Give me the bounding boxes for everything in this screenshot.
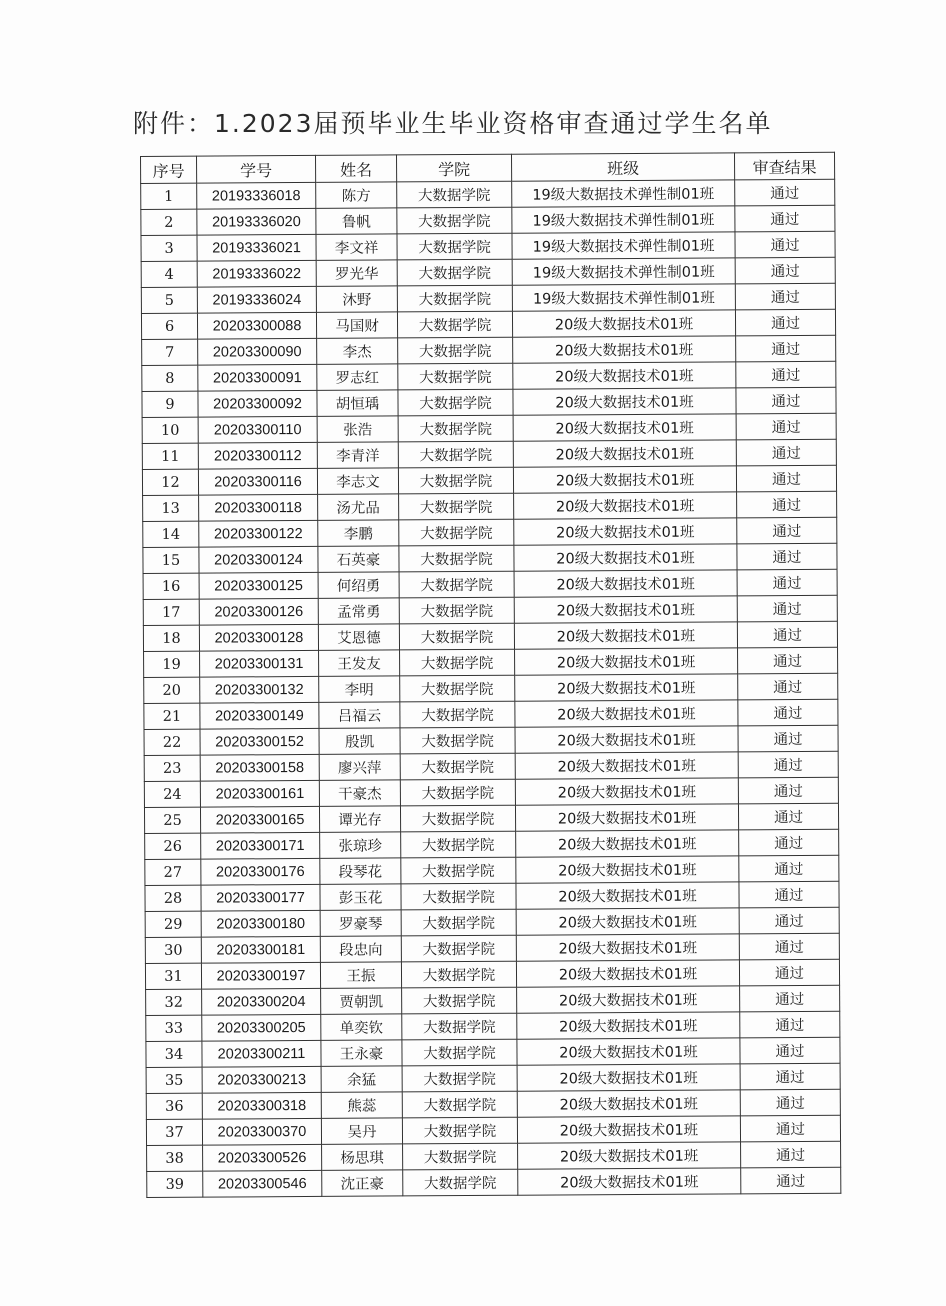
cell-name: 王永豪 — [321, 1040, 402, 1066]
cell-class: 20级大数据技术01班 — [517, 1064, 740, 1091]
cell-result: 通过 — [735, 231, 835, 258]
cell-student-id: 20193336018 — [197, 182, 316, 209]
cell-student-id: 20193336024 — [197, 286, 316, 313]
table-row — [147, 1167, 841, 1197]
cell-college: 大数据学院 — [400, 727, 515, 754]
header-result: 审查结果 — [734, 152, 834, 180]
cell-name: 沐野 — [316, 286, 397, 312]
cell-class: 20级大数据技术01班 — [516, 934, 739, 961]
cell-college: 大数据学院 — [401, 831, 516, 858]
cell-result: 通过 — [738, 803, 838, 830]
cell-result: 通过 — [740, 1063, 840, 1090]
cell-college: 大数据学院 — [401, 961, 516, 988]
cell-name: 李明 — [319, 676, 400, 702]
cell-class: 20级大数据技术01班 — [515, 778, 738, 805]
cell-class: 20级大数据技术01班 — [517, 1116, 740, 1143]
cell-serial: 16 — [143, 573, 199, 599]
cell-serial: 2 — [141, 209, 197, 235]
cell-name: 殷凯 — [319, 728, 400, 754]
cell-serial: 6 — [141, 313, 197, 339]
cell-student-id: 20203300211 — [202, 1040, 321, 1067]
cell-class: 20级大数据技术01班 — [515, 752, 738, 779]
cell-college: 大数据学院 — [399, 545, 514, 572]
cell-result: 通过 — [735, 205, 835, 232]
cell-class: 20级大数据技术01班 — [514, 570, 737, 597]
cell-serial: 5 — [141, 287, 197, 313]
cell-result: 通过 — [736, 413, 836, 440]
cell-serial: 1 — [141, 183, 197, 209]
cell-class: 20级大数据技术01班 — [514, 492, 737, 519]
cell-result: 通过 — [737, 621, 837, 648]
cell-serial: 3 — [141, 235, 197, 261]
cell-result: 通过 — [738, 699, 838, 726]
cell-class: 20级大数据技术01班 — [513, 440, 736, 467]
cell-name: 熊蕊 — [321, 1092, 402, 1118]
cell-serial: 13 — [143, 495, 199, 521]
cell-name: 艾恩德 — [318, 624, 399, 650]
cell-class: 19级大数据技术弹性制01班 — [512, 258, 735, 285]
cell-student-id: 20203300161 — [200, 780, 319, 807]
cell-name: 鲁帆 — [316, 208, 397, 234]
cell-name: 李鹏 — [318, 520, 399, 546]
cell-class: 20级大数据技术01班 — [515, 726, 738, 753]
cell-class: 20级大数据技术01班 — [513, 414, 736, 441]
cell-serial: 26 — [145, 833, 201, 859]
cell-name: 李杰 — [317, 338, 398, 364]
cell-result: 通过 — [735, 283, 835, 310]
cell-college: 大数据学院 — [398, 363, 513, 390]
cell-class: 19级大数据技术弹性制01班 — [512, 232, 735, 259]
cell-student-id: 20193336022 — [197, 260, 316, 287]
cell-serial: 25 — [144, 807, 200, 833]
cell-college: 大数据学院 — [401, 935, 516, 962]
cell-name: 马国财 — [316, 312, 397, 338]
cell-name: 段忠向 — [320, 936, 401, 962]
cell-name: 段琴花 — [320, 858, 401, 884]
cell-class: 20级大数据技术01班 — [515, 700, 738, 727]
table-body — [141, 179, 841, 1197]
cell-student-id: 20203300124 — [199, 546, 318, 573]
cell-class: 20级大数据技术01班 — [514, 544, 737, 571]
cell-college: 大数据学院 — [401, 857, 516, 884]
cell-result: 通过 — [738, 777, 838, 804]
table-header-row — [141, 152, 835, 183]
cell-serial: 33 — [146, 1015, 202, 1041]
cell-college: 大数据学院 — [401, 909, 516, 936]
cell-student-id: 20203300126 — [199, 598, 318, 625]
cell-name: 王发友 — [319, 650, 400, 676]
cell-student-id: 20203300128 — [199, 624, 318, 651]
header-college: 学院 — [396, 154, 511, 182]
cell-name: 王振 — [320, 962, 401, 988]
cell-name: 汤尤品 — [318, 494, 399, 520]
cell-class: 20级大数据技术01班 — [517, 1038, 740, 1065]
cell-student-id: 20203300090 — [198, 338, 317, 365]
cell-college: 大数据学院 — [400, 753, 515, 780]
cell-college: 大数据学院 — [397, 285, 512, 312]
cell-serial: 18 — [143, 625, 199, 651]
cell-class: 20级大数据技术01班 — [514, 596, 737, 623]
cell-class: 20级大数据技术01班 — [513, 362, 736, 389]
cell-college: 大数据学院 — [399, 571, 514, 598]
cell-college: 大数据学院 — [402, 987, 517, 1014]
cell-student-id: 20203300526 — [203, 1144, 322, 1171]
cell-student-id: 20203300122 — [199, 520, 318, 547]
cell-result: 通过 — [736, 361, 836, 388]
document-title: 附件：1.2023届预毕业生毕业资格审查通过学生名单 — [133, 109, 773, 138]
cell-college: 大数据学院 — [400, 649, 515, 676]
cell-college: 大数据学院 — [400, 779, 515, 806]
cell-student-id: 20203300091 — [198, 364, 317, 391]
cell-name: 廖兴萍 — [319, 754, 400, 780]
cell-result: 通过 — [739, 933, 839, 960]
cell-name: 陈方 — [316, 182, 397, 208]
cell-college: 大数据学院 — [399, 623, 514, 650]
cell-student-id: 20203300125 — [199, 572, 318, 599]
cell-class: 20级大数据技术01班 — [516, 908, 739, 935]
cell-student-id: 20203300118 — [199, 494, 318, 521]
cell-class: 20级大数据技术01班 — [516, 856, 739, 883]
cell-college: 大数据学院 — [402, 1091, 517, 1118]
cell-class: 20级大数据技术01班 — [515, 804, 738, 831]
cell-class: 20级大数据技术01班 — [516, 882, 739, 909]
cell-serial: 11 — [142, 443, 198, 469]
cell-class: 20级大数据技术01班 — [516, 830, 739, 857]
cell-result: 通过 — [740, 1011, 840, 1038]
cell-result: 通过 — [736, 387, 836, 414]
cell-college: 大数据学院 — [399, 519, 514, 546]
cell-serial: 14 — [143, 521, 199, 547]
cell-result: 通过 — [741, 1141, 841, 1168]
cell-serial: 20 — [144, 677, 200, 703]
cell-serial: 10 — [142, 417, 198, 443]
cell-result: 通过 — [739, 829, 839, 856]
cell-class: 20级大数据技术01班 — [518, 1142, 741, 1169]
header-name: 姓名 — [315, 155, 396, 182]
cell-student-id: 20203300158 — [200, 754, 319, 781]
cell-college: 大数据学院 — [403, 1169, 518, 1196]
cell-serial: 12 — [142, 469, 198, 495]
cell-college: 大数据学院 — [398, 467, 513, 494]
cell-result: 通过 — [738, 673, 838, 700]
cell-result: 通过 — [740, 1115, 840, 1142]
cell-result: 通过 — [739, 959, 839, 986]
cell-serial: 27 — [145, 859, 201, 885]
header-student-id: 学号 — [197, 155, 316, 183]
cell-student-id: 20203300149 — [200, 702, 319, 729]
cell-serial: 39 — [147, 1171, 203, 1197]
cell-serial: 37 — [146, 1119, 202, 1145]
cell-name: 吕福云 — [319, 702, 400, 728]
cell-serial: 22 — [144, 729, 200, 755]
cell-name: 余猛 — [321, 1066, 402, 1092]
cell-serial: 32 — [146, 989, 202, 1015]
header-serial: 序号 — [141, 156, 197, 183]
cell-serial: 38 — [147, 1145, 203, 1171]
cell-college: 大数据学院 — [399, 597, 514, 624]
cell-student-id: 20203300176 — [201, 858, 320, 885]
cell-college: 大数据学院 — [397, 181, 512, 208]
cell-class: 19级大数据技术弹性制01班 — [512, 180, 735, 207]
cell-college: 大数据学院 — [400, 701, 515, 728]
cell-result: 通过 — [736, 465, 836, 492]
cell-name: 孟常勇 — [318, 598, 399, 624]
cell-student-id: 20203300180 — [201, 910, 320, 937]
cell-college: 大数据学院 — [397, 311, 512, 338]
cell-name: 何绍勇 — [318, 572, 399, 598]
cell-serial: 36 — [146, 1093, 202, 1119]
cell-serial: 21 — [144, 703, 200, 729]
cell-name: 李青洋 — [317, 442, 398, 468]
cell-result: 通过 — [735, 179, 835, 206]
cell-serial: 8 — [142, 365, 198, 391]
cell-student-id: 20203300546 — [203, 1170, 322, 1197]
cell-result: 通过 — [739, 881, 839, 908]
cell-serial: 34 — [146, 1041, 202, 1067]
cell-name: 沈正豪 — [322, 1170, 403, 1196]
cell-student-id: 20203300177 — [201, 884, 320, 911]
cell-result: 通过 — [738, 751, 838, 778]
cell-name: 吴丹 — [321, 1118, 402, 1144]
cell-name: 石英豪 — [318, 546, 399, 572]
cell-serial: 24 — [144, 781, 200, 807]
cell-name: 杨思琪 — [322, 1144, 403, 1170]
cell-class: 20级大数据技术01班 — [517, 1090, 740, 1117]
cell-result: 通过 — [737, 543, 837, 570]
graduate-list-table — [140, 152, 841, 1198]
cell-result: 通过 — [738, 725, 838, 752]
cell-name: 单奕钦 — [321, 1014, 402, 1040]
cell-college: 大数据学院 — [402, 1065, 517, 1092]
cell-class: 20级大数据技术01班 — [512, 310, 735, 337]
cell-name: 罗志红 — [317, 364, 398, 390]
cell-class: 20级大数据技术01班 — [513, 336, 736, 363]
cell-result: 通过 — [741, 1167, 841, 1194]
cell-student-id: 20193336020 — [197, 208, 316, 235]
cell-class: 20级大数据技术01班 — [513, 466, 736, 493]
cell-student-id: 20203300318 — [202, 1092, 321, 1119]
cell-college: 大数据学院 — [402, 1117, 517, 1144]
cell-result: 通过 — [736, 335, 836, 362]
cell-name: 胡恒瑀 — [317, 390, 398, 416]
cell-serial: 19 — [144, 651, 200, 677]
cell-name: 贾朝凯 — [321, 988, 402, 1014]
cell-student-id: 20203300370 — [202, 1118, 321, 1145]
cell-serial: 29 — [145, 911, 201, 937]
cell-serial: 23 — [144, 755, 200, 781]
cell-result: 通过 — [740, 985, 840, 1012]
cell-name: 罗光华 — [316, 260, 397, 286]
cell-name: 干豪杰 — [319, 780, 400, 806]
cell-student-id: 20203300171 — [201, 832, 320, 859]
header-class: 班级 — [511, 153, 734, 181]
cell-student-id: 20203300110 — [198, 416, 317, 443]
cell-result: 通过 — [735, 309, 835, 336]
cell-name: 张琼珍 — [320, 832, 401, 858]
cell-student-id: 20203300112 — [198, 442, 317, 469]
cell-college: 大数据学院 — [398, 389, 513, 416]
cell-class: 20级大数据技术01班 — [514, 518, 737, 545]
cell-class: 20级大数据技术01班 — [517, 986, 740, 1013]
cell-serial: 7 — [142, 339, 198, 365]
cell-class: 20级大数据技术01班 — [518, 1168, 741, 1195]
cell-serial: 9 — [142, 391, 198, 417]
cell-class: 19级大数据技术弹性制01班 — [512, 284, 735, 311]
cell-college: 大数据学院 — [400, 675, 515, 702]
cell-college: 大数据学院 — [403, 1143, 518, 1170]
cell-student-id: 20203300088 — [197, 312, 316, 339]
cell-student-id: 20203300213 — [202, 1066, 321, 1093]
cell-serial: 31 — [145, 963, 201, 989]
cell-student-id: 20203300131 — [200, 650, 319, 677]
cell-college: 大数据学院 — [397, 259, 512, 286]
cell-serial: 35 — [146, 1067, 202, 1093]
cell-student-id: 20203300165 — [200, 806, 319, 833]
cell-result: 通过 — [738, 647, 838, 674]
cell-result: 通过 — [736, 439, 836, 466]
cell-student-id: 20193336021 — [197, 234, 316, 261]
cell-name: 张浩 — [317, 416, 398, 442]
cell-college: 大数据学院 — [398, 337, 513, 364]
cell-student-id: 20203300181 — [201, 936, 320, 963]
cell-class: 20级大数据技术01班 — [513, 388, 736, 415]
cell-student-id: 20203300205 — [202, 1014, 321, 1041]
cell-college: 大数据学院 — [397, 233, 512, 260]
cell-class: 19级大数据技术弹性制01班 — [512, 206, 735, 233]
cell-class: 20级大数据技术01班 — [517, 1012, 740, 1039]
cell-class: 20级大数据技术01班 — [514, 622, 737, 649]
cell-serial: 15 — [143, 547, 199, 573]
cell-serial: 17 — [143, 599, 199, 625]
cell-college: 大数据学院 — [400, 805, 515, 832]
cell-college: 大数据学院 — [402, 1013, 517, 1040]
cell-student-id: 20203300204 — [202, 988, 321, 1015]
cell-college: 大数据学院 — [398, 415, 513, 442]
cell-student-id: 20203300197 — [201, 962, 320, 989]
cell-result: 通过 — [740, 1089, 840, 1116]
cell-name: 李文祥 — [316, 234, 397, 260]
cell-college: 大数据学院 — [402, 1039, 517, 1066]
cell-result: 通过 — [737, 491, 837, 518]
cell-class: 20级大数据技术01班 — [515, 648, 738, 675]
cell-student-id: 20203300116 — [198, 468, 317, 495]
cell-student-id: 20203300132 — [200, 676, 319, 703]
cell-serial: 28 — [145, 885, 201, 911]
cell-name: 谭光存 — [319, 806, 400, 832]
cell-college: 大数据学院 — [399, 493, 514, 520]
cell-student-id: 20203300092 — [198, 390, 317, 417]
cell-result: 通过 — [737, 595, 837, 622]
cell-student-id: 20203300152 — [200, 728, 319, 755]
cell-serial: 4 — [141, 261, 197, 287]
cell-class: 20级大数据技术01班 — [516, 960, 739, 987]
cell-result: 通过 — [737, 569, 837, 596]
cell-name: 罗豪琴 — [320, 910, 401, 936]
cell-college: 大数据学院 — [397, 207, 512, 234]
cell-result: 通过 — [735, 257, 835, 284]
cell-college: 大数据学院 — [401, 883, 516, 910]
cell-result: 通过 — [740, 1037, 840, 1064]
cell-class: 20级大数据技术01班 — [515, 674, 738, 701]
cell-serial: 30 — [145, 937, 201, 963]
cell-name: 彭玉花 — [320, 884, 401, 910]
cell-college: 大数据学院 — [398, 441, 513, 468]
cell-result: 通过 — [737, 517, 837, 544]
cell-name: 李志文 — [317, 468, 398, 494]
cell-result: 通过 — [739, 907, 839, 934]
cell-result: 通过 — [739, 855, 839, 882]
